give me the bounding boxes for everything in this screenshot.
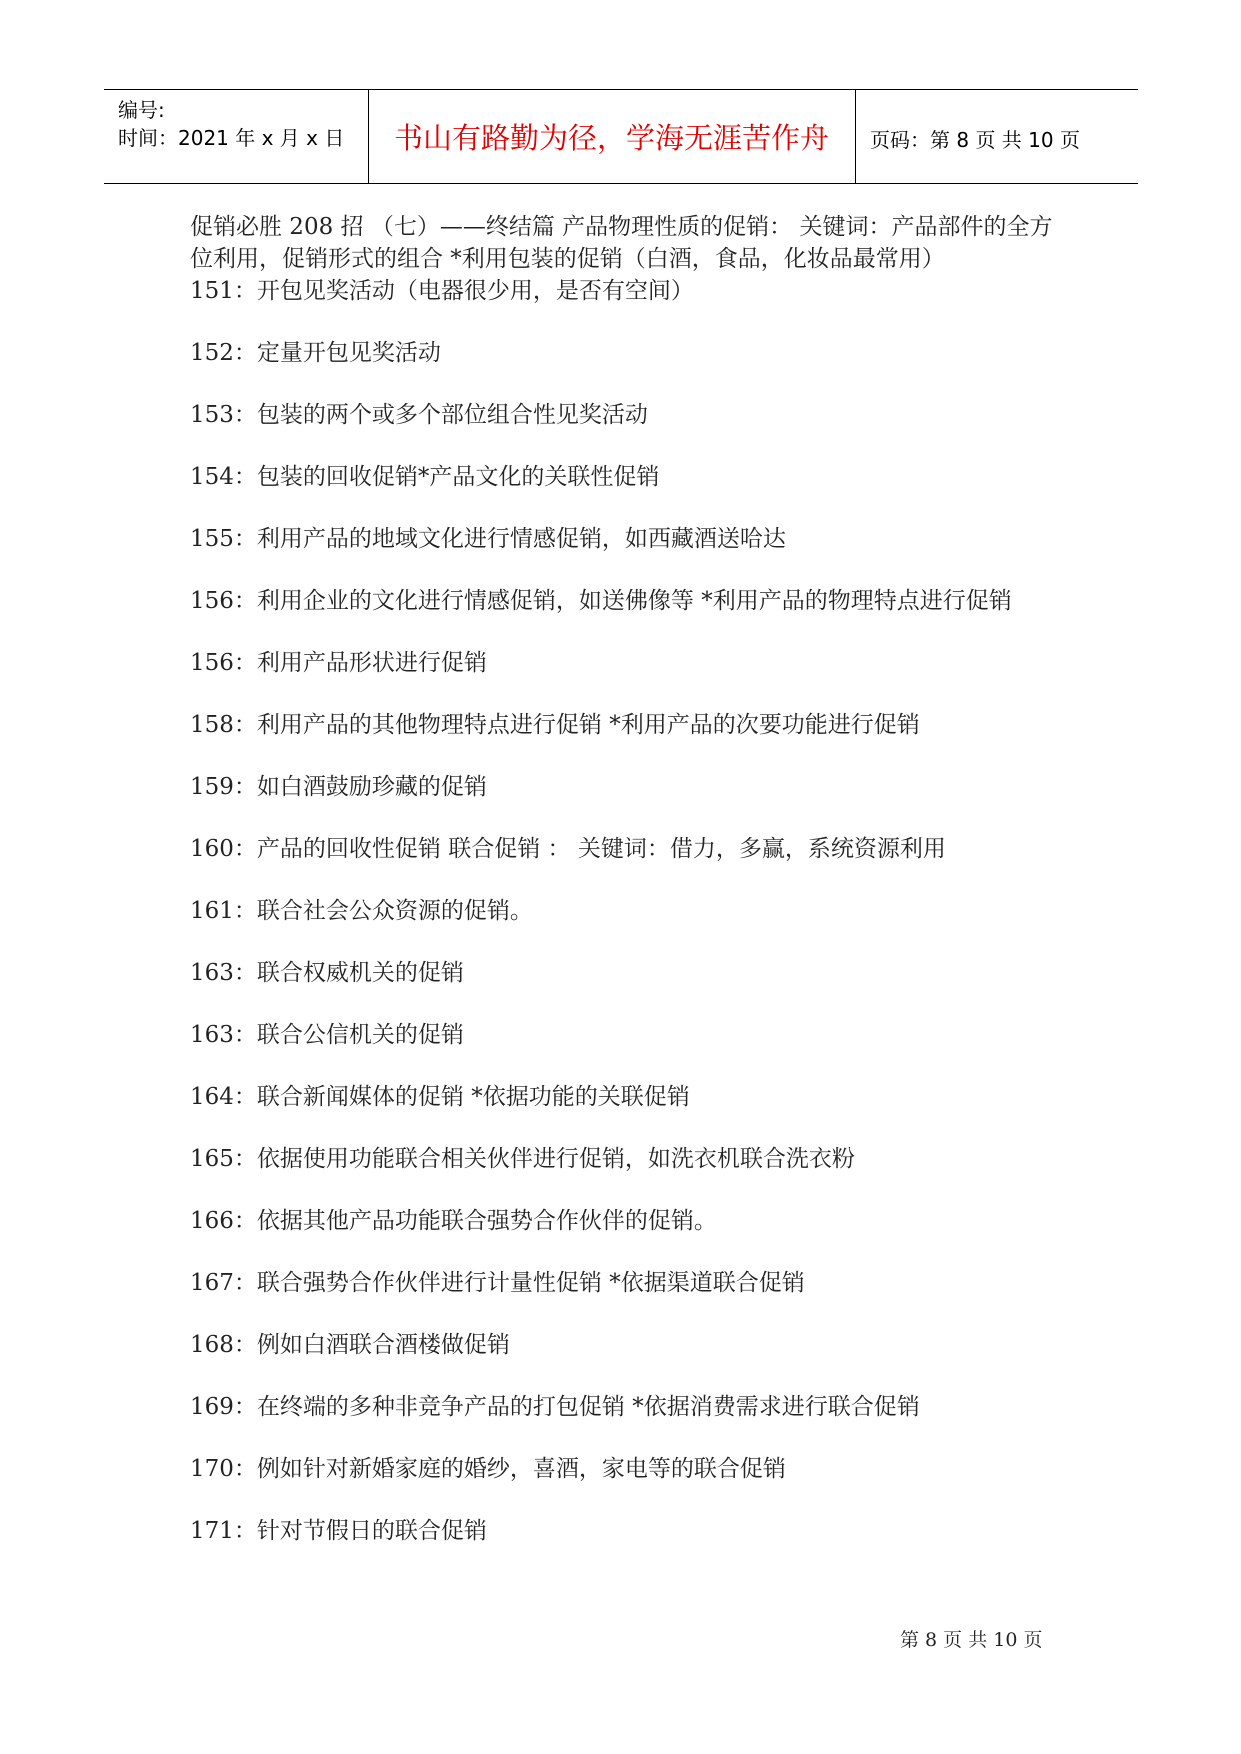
list-item: 167：联合强势合作伙伴进行计量性促销 *依据渠道联合促销 <box>190 1270 805 1296</box>
list-item: 158：利用产品的其他物理特点进行促销 *利用产品的次要功能进行促销 <box>190 712 920 738</box>
list-item: 164：联合新闻媒体的促销 *依据功能的关联促销 <box>190 1084 690 1110</box>
page-header <box>104 89 1138 184</box>
list-item: 161：联合社会公众资源的促销。 <box>190 898 533 924</box>
list-item: 151：开包见奖活动（电器很少用，是否有空间） <box>190 278 694 304</box>
list-item: 166：依据其他产品功能联合强势合作伙伴的促销。 <box>190 1208 717 1234</box>
header-page-number: 页码：第 8 页 共 10 页 <box>870 128 1080 152</box>
list-item: 165：依据使用功能联合相关伙伴进行促销，如洗衣机联合洗衣粉 <box>190 1146 855 1172</box>
list-item: 170：例如针对新婚家庭的婚纱，喜酒，家电等的联合促销 <box>190 1456 786 1482</box>
document-time-label: 时间：2021 年 x 月 x 日 <box>118 126 345 150</box>
list-item: 168：例如白酒联合酒楼做促销 <box>190 1332 510 1358</box>
list-item: 163：联合公信机关的促销 <box>190 1022 464 1048</box>
header-page-cell <box>856 90 1138 183</box>
list-item: 154：包装的回收促销*产品文化的关联性促销 <box>190 464 660 490</box>
intro-paragraph: 促销必胜 208 招 （七）——终结篇 产品物理性质的促销： 关键词：产品部件的全方位利用，促销形式的组合 *利用包装的促销（白酒，食品，化妆品最常用） <box>190 214 1053 272</box>
list-item: 159：如白酒鼓励珍藏的促销 <box>190 774 487 800</box>
list-item: 155：利用产品的地域文化进行情感促销，如西藏酒送哈达 <box>190 526 786 552</box>
list-item: 153：包装的两个或多个部位组合性见奖活动 <box>190 402 648 428</box>
document-body <box>190 211 1070 1547</box>
document-number-label: 编号: <box>118 98 165 122</box>
header-info-cell <box>104 90 369 183</box>
list-item: 152：定量开包见奖活动 <box>190 340 441 366</box>
list-item: 156：利用产品形状进行促销 <box>190 650 487 676</box>
list-item: 160：产品的回收性促销 联合促销 ： 关键词：借力，多赢，系统资源利用 <box>190 836 946 862</box>
header-motto: 书山有路勤为径，学海无涯苦作舟 <box>393 121 829 155</box>
header-motto-cell <box>368 90 856 183</box>
list-item: 169：在终端的多种非竞争产品的打包促销 *依据消费需求进行联合促销 <box>190 1394 920 1420</box>
list-item: 156：利用企业的文化进行情感促销，如送佛像等 *利用产品的物理特点进行促销 <box>190 588 1012 614</box>
list-item: 171：针对节假日的联合促销 <box>190 1518 487 1544</box>
page-footer: 第 8 页 共 10 页 <box>900 1629 1043 1651</box>
list-item: 163：联合权威机关的促销 <box>190 960 464 986</box>
